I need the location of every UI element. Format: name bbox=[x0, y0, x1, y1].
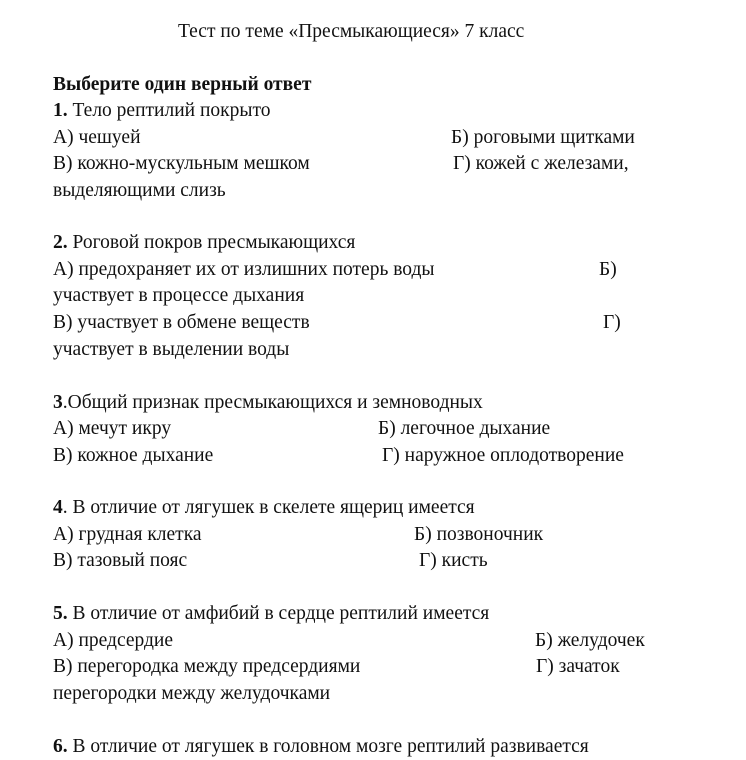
q4-option-c: В) тазовый пояс bbox=[53, 550, 188, 571]
q1-option-a: А) чешуей bbox=[53, 127, 141, 148]
question-number: 3 bbox=[53, 392, 63, 413]
q4-option-a: А) грудная клетка bbox=[53, 524, 202, 545]
question-2 bbox=[53, 230, 355, 256]
instruction-heading: Выберите один верный ответ bbox=[53, 74, 312, 95]
question-1 bbox=[53, 98, 270, 124]
q3-option-d: Г) наружное оплодотворение bbox=[382, 445, 624, 466]
question-6 bbox=[53, 734, 589, 760]
q1-option-d-continued: выделяющими слизь bbox=[53, 180, 226, 201]
question-number: 4 bbox=[53, 497, 63, 518]
q2-option-b-continued: участвует в процессе дыхания bbox=[53, 285, 305, 306]
question-number: 6. bbox=[53, 736, 68, 757]
q1-option-d: Г) кожей с железами, bbox=[453, 153, 629, 174]
question-number: 1. bbox=[53, 100, 68, 121]
q5-option-d-continued: перегородки между желудочками bbox=[53, 683, 331, 704]
question-text: В отличие от амфибий в сердце рептилий имеется bbox=[67, 603, 490, 624]
q3-option-a: А) мечут икру bbox=[53, 418, 172, 439]
q2-option-d: Г) bbox=[603, 312, 621, 333]
q4-option-b: Б) позвоночник bbox=[414, 524, 544, 545]
q5-option-d: Г) зачаток bbox=[536, 656, 620, 677]
q2-option-a: А) предохраняет их от излишних потерь воды bbox=[53, 259, 435, 280]
q4-option-d: Г) кисть bbox=[419, 550, 488, 571]
page-title: Тест по теме «Пресмыкающиеся» 7 класс bbox=[178, 21, 525, 42]
question-text: В отличие от лягушек в головном мозге рептилий развивается bbox=[67, 736, 589, 757]
q5-option-a: А) предсердие bbox=[53, 630, 174, 651]
q1-option-b: Б) роговыми щитками bbox=[451, 127, 635, 148]
question-number: 5. bbox=[53, 603, 68, 624]
q1-option-c: В) кожно-мускульным мешком bbox=[53, 153, 310, 174]
q5-option-c: В) перегородка между предсердиями bbox=[53, 656, 361, 677]
question-text: . В отличие от лягушек в скелете ящериц имеется bbox=[62, 497, 475, 518]
question-3 bbox=[53, 390, 483, 416]
q5-option-b: Б) желудочек bbox=[535, 630, 645, 651]
q3-option-b: Б) легочное дыхание bbox=[378, 418, 551, 439]
q2-option-b: Б) bbox=[599, 259, 617, 280]
q3-option-c: В) кожное дыхание bbox=[53, 445, 214, 466]
question-text: Роговой покров пресмыкающихся bbox=[67, 232, 356, 253]
question-text: Тело рептилий покрыто bbox=[67, 100, 271, 121]
question-number: 2. bbox=[53, 232, 68, 253]
q2-option-d-continued: участвует в выделении воды bbox=[53, 339, 290, 360]
question-text: .Общий признак пресмыкающихся и земноводных bbox=[62, 392, 483, 413]
q2-option-c: В) участвует в обмене веществ bbox=[53, 312, 310, 333]
question-4 bbox=[53, 495, 475, 521]
question-5 bbox=[53, 601, 489, 627]
